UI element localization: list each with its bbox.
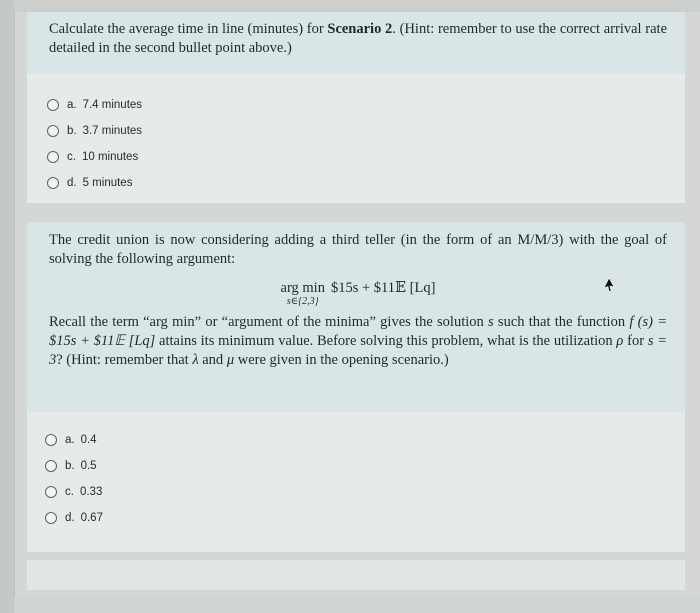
option-text: 10 minutes	[81, 151, 139, 163]
radio-button[interactable]	[47, 99, 59, 111]
mouse-cursor-icon	[603, 278, 615, 292]
q2-option-d[interactable]: d. 0.67	[27, 505, 685, 531]
radio-button[interactable]	[47, 177, 59, 189]
next-question-strip	[27, 560, 685, 590]
scenario-label: Scenario 2	[327, 21, 393, 37]
question-2-options	[27, 427, 685, 531]
question-2-intro: The credit union is now considering adding a third teller (in the form of an M/M/3) with the goal of solving the following argument:	[49, 232, 667, 267]
bottom-strip	[14, 596, 700, 613]
argmin-subscript: s∈{2,3}	[286, 296, 319, 307]
option-text: 0.33	[79, 486, 103, 498]
question-1-panel	[27, 12, 685, 203]
radio-button[interactable]	[45, 460, 57, 472]
question-2-body: Recall the term “arg min” or “argument of the minima” gives the solution s such that the function f (s) = $15s + $11𝔼 [Lq] attains its minimum value. Before solving this problem, what is the utilization ρ for s = 3? (Hint: remember that λ and μ were given in the opening scenario.)	[49, 314, 667, 368]
q1-option-b[interactable]: b. 3.7 minutes	[27, 118, 685, 144]
top-strip	[14, 0, 700, 12]
formula-expression: $15s + $11𝔼 [Lq]	[330, 280, 436, 296]
q2-option-b[interactable]: b. 0.5	[27, 453, 685, 479]
radio-button[interactable]	[45, 434, 57, 446]
q2-option-c[interactable]: c. 0.33	[27, 479, 685, 505]
q1-option-c[interactable]: c. 10 minutes	[27, 144, 685, 170]
q2-option-a[interactable]: a. 0.4	[27, 427, 685, 453]
option-text: 0.4	[80, 434, 97, 446]
radio-button[interactable]	[45, 512, 57, 524]
option-text: 0.67	[80, 512, 103, 524]
option-text: 0.5	[80, 460, 97, 472]
question-2-panel	[27, 222, 685, 552]
question-1-prompt: Calculate the average time in line (minutes) for Scenario 2. (Hint: remember to use the correct arrival rate detailed in the second bullet point above.)	[27, 12, 685, 74]
option-text: 5 minutes	[82, 177, 133, 189]
option-text: 7.4 minutes	[82, 99, 143, 111]
q1-option-a[interactable]: a. 7.4 minutes	[27, 92, 685, 118]
argmin-formula	[49, 279, 667, 307]
question-2-prompt	[27, 222, 685, 412]
option-text: 3.7 minutes	[82, 125, 143, 137]
argmin-operator: arg min	[280, 280, 325, 296]
page-left-edge	[0, 0, 15, 613]
radio-button[interactable]	[45, 486, 57, 498]
radio-button[interactable]	[47, 151, 59, 163]
radio-button[interactable]	[47, 125, 59, 137]
question-1-options	[27, 92, 685, 196]
q1-option-d[interactable]: d. 5 minutes	[27, 170, 685, 196]
